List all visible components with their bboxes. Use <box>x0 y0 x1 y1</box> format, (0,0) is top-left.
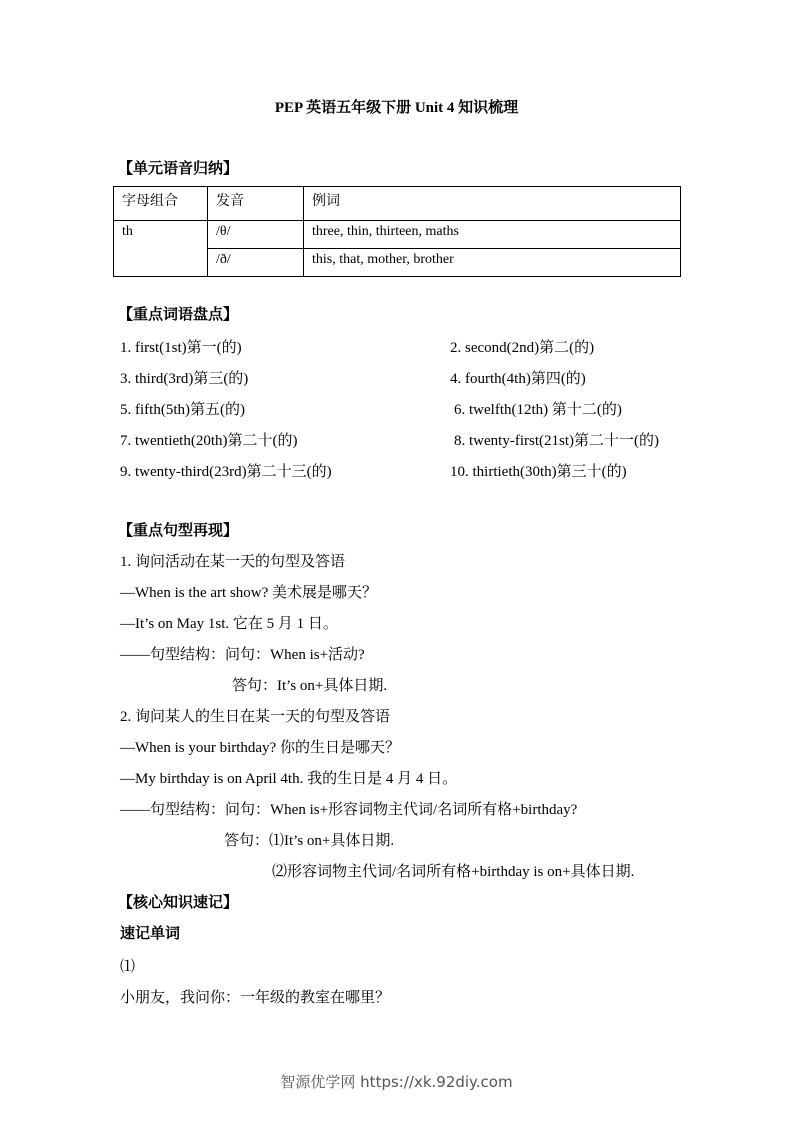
table-row <box>114 221 681 249</box>
sentence-line: ——句型结构：问句：When is+形容词物主代词/名词所有格+birthday? <box>120 802 578 818</box>
section-heading-vocabulary: 【重点词语盘点】 <box>118 307 239 323</box>
word-item: 10. thirtieth(30th)第三十(的) <box>450 464 627 480</box>
sound-cell: /θ/ <box>208 221 304 249</box>
word-item: 2. second(2nd)第二(的) <box>450 340 595 356</box>
page-title: PEP 英语五年级下册 Unit 4 知识梳理 <box>274 100 519 116</box>
subheading-quick-words: 速记单词 <box>120 926 181 942</box>
examples-cell: three, thin, thirteen, maths <box>304 221 681 249</box>
section-heading-core: 【核心知识速记】 <box>118 895 239 911</box>
word-item: 3. third(3rd)第三(的) <box>120 371 249 387</box>
word-item: 4. fourth(4th)第四(的) <box>450 371 586 387</box>
sentence-line: ⑵形容词物主代词/名词所有格+birthday is on+具体日期. <box>272 864 635 880</box>
examples-cell: this, that, mother, brother <box>304 249 681 277</box>
rhyme-number: ⑴ <box>120 959 136 975</box>
table-header-cell: 发音 <box>208 187 304 221</box>
table-header-cell: 例词 <box>304 187 681 221</box>
footer-watermark: 智源优学网 https://xk.92diy.com <box>280 1073 513 1091</box>
rhyme-line: 小朋友，我问你：一年级的教室在哪里？ <box>120 990 391 1006</box>
word-item: 9. twenty-third(23rd)第二十三(的) <box>120 464 332 480</box>
letter-group-cell: th <box>114 221 208 277</box>
sentence-line: —It’s on May 1st. 它在 5 月 1 日。 <box>120 616 338 632</box>
word-item: 1. first(1st)第一(的) <box>120 340 242 356</box>
sentence-line: —My birthday is on April 4th. 我的生日是 4 月 4 日。 <box>120 771 458 787</box>
word-item: 6. twelfth(12th) 第十二(的) <box>454 402 622 418</box>
sentence-line: 2. 询问某人的生日在某一天的句型及答语 <box>120 709 391 725</box>
phonics-table <box>113 186 681 277</box>
word-item: 8. twenty-first(21st)第二十一(的) <box>454 433 659 449</box>
word-item: 5. fifth(5th)第五(的) <box>120 402 245 418</box>
table-header-cell: 字母组合 <box>114 187 208 221</box>
sentence-line: ——句型结构：问句：When is+活动? <box>120 647 365 663</box>
sound-cell: /ð/ <box>208 249 304 277</box>
sentence-line: —When is your birthday? 你的生日是哪天？ <box>120 740 400 756</box>
section-heading-phonics: 【单元语音归纳】 <box>118 161 239 177</box>
sentence-line: 答句：It’s on+具体日期. <box>232 678 388 694</box>
sentence-line: —When is the art show? 美术展是哪天？ <box>120 585 378 601</box>
sentence-line: 答句：⑴It’s on+具体日期. <box>224 833 395 849</box>
sentence-line: 1. 询问活动在某一天的句型及答语 <box>120 554 346 570</box>
table-header-row <box>114 187 681 221</box>
section-heading-sentences: 【重点句型再现】 <box>118 523 239 539</box>
word-item: 7. twentieth(20th)第二十(的) <box>120 433 298 449</box>
